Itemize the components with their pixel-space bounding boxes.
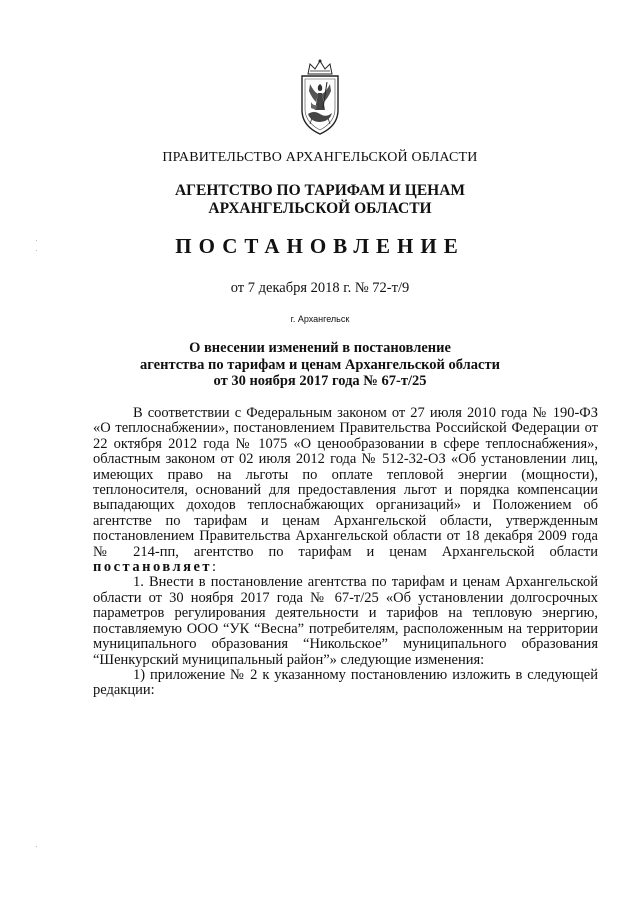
agency-title-line: АРХАНГЕЛЬСКОЙ ОБЛАСТИ	[208, 200, 432, 217]
item-1-1-paragraph: 1) приложение № 2 к указанному постановлению изложить в следующей редакции:	[93, 666, 598, 699]
agency-title	[0, 182, 640, 218]
preamble-text: В соответствии с Федеральным законом от 27 июля 2010 года № 190-ФЗ «О теплоснабжении», постановлением Правительства Российской Федерации от 22 октября 2012 года № 1075 «О ценообразовании в сфере теплоснабжения», областным законом от 02 июля 2012 года № 512-32-ОЗ «Об установлении лиц, имеющих право на льготы по оплате тепловой энергии (мощности), теплоносителя, оснований для предоставления льгот и порядка компенсации выпадающих доходов теплоснабжающих организаций» и Положением об агентстве по тарифам и ценам Архангельской области, утвержденным постановлением Правительства Архангельской области от 18 декабря 2009 года № 214-пп, агентство по тарифам и ценам Архангельской области	[93, 405, 598, 560]
resolves-colon: :	[212, 559, 217, 576]
subject-line: агентства по тарифам и ценам Архангельской области	[140, 356, 500, 373]
preamble-paragraph	[93, 406, 598, 575]
agency-title-line: АГЕНТСТВО ПО ТАРИФАМ И ЦЕНАМ	[174, 182, 466, 199]
coat-of-arms-icon	[298, 58, 342, 136]
subject-line: О внесении изменений в постановление	[189, 340, 451, 356]
item-1-paragraph: 1. Внести в постановление агентства по тарифам и ценам Архангельской области от 30 ноября 2017 года № 67-т/25 «Об установлении долгосрочных параметров регулирования деятельности и тарифов на тепловую энергию, поставляемую ООО “УК “Весна” потребителям, расположенным на территории муниципального образования “Никольское” муниципального образования “Шенкурский муниципальный район”» следующие изменения:	[93, 574, 598, 668]
government-title: ПРАВИТЕЛЬСТВО АРХАНГЕЛЬСКОЙ ОБЛАСТИ	[162, 150, 478, 165]
resolves-word: постановляет	[93, 559, 213, 576]
subject-line: от 30 ноября 2017 года № 67-т/25	[213, 373, 427, 389]
scan-speck	[36, 240, 37, 241]
scan-speck	[36, 250, 37, 251]
city-name: г. Архангельск	[290, 314, 350, 324]
document-body	[93, 406, 598, 699]
document-type: ПОСТАНОВЛЕНИЕ	[175, 234, 465, 258]
scan-speck	[36, 846, 37, 847]
date-and-number: от 7 декабря 2018 г. № 72-т/9	[230, 280, 410, 296]
document-subject	[0, 340, 640, 390]
